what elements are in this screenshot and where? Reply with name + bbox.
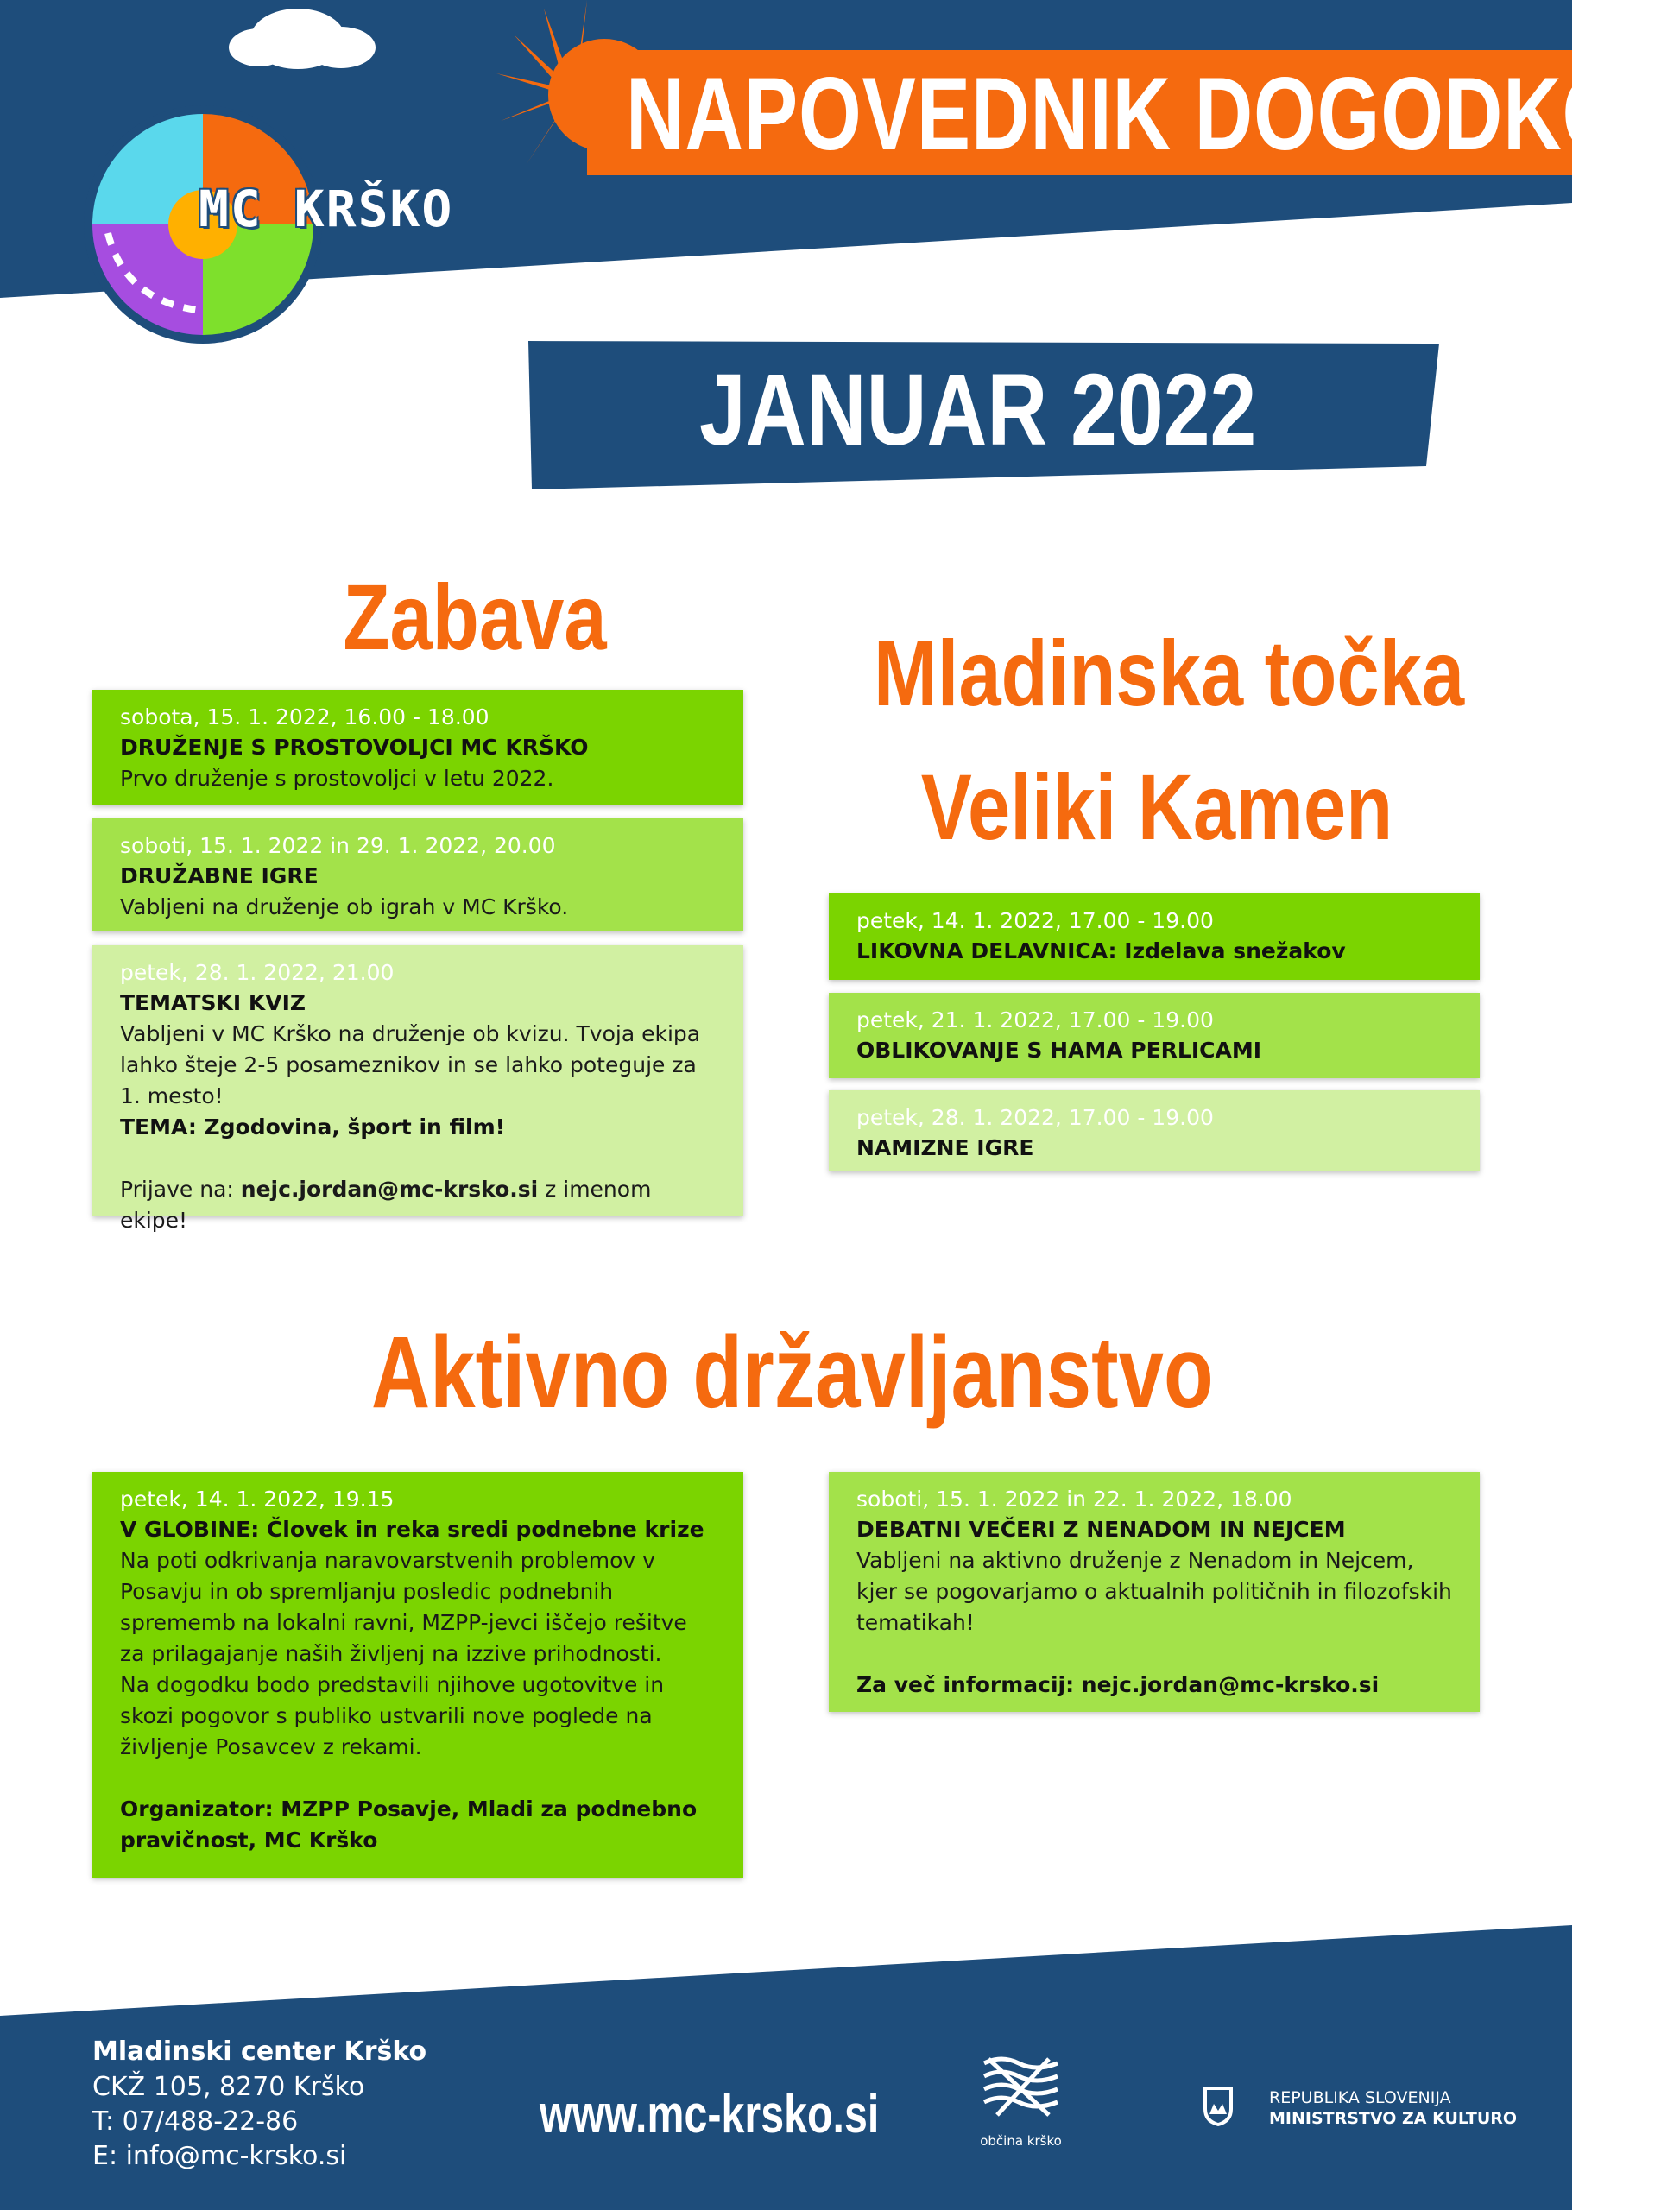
mladinska-heading-line2: Veliki Kamen [920, 755, 1393, 859]
banner-title: NAPOVEDNIK DOGODKOV [626, 56, 1680, 172]
event-date: petek, 14. 1. 2022, 19.15 [120, 1487, 395, 1512]
event-title: TEMATSKI KVIZ [120, 990, 306, 1015]
event-date: petek, 28. 1. 2022, 21.00 [120, 960, 395, 985]
event-title: DEBATNI VEČERI Z NENADOM IN NEJCEM [856, 1517, 1346, 1542]
mladinska-event-2 [829, 993, 1480, 1078]
obcina-krsko-logo-text: občina krško [980, 2133, 1062, 2149]
event-title: DRUŽENJE S PROSTOVOLJCI MC KRŠKO [120, 735, 589, 760]
logo-text: MC KRŠKO [199, 180, 454, 238]
zabava-event-2 [92, 818, 743, 931]
aktivno-heading: Aktivno državljanstvo [371, 1316, 1214, 1430]
footer-address: CKŽ 105, 8270 Krško [92, 2072, 365, 2102]
mladinska-heading-line1: Mladinska točka [874, 621, 1465, 725]
ministry-line2: MINISTRSTVO ZA KULTURO [1269, 2109, 1518, 2128]
event-theme: TEMA: Zgodovina, šport in film! [120, 1114, 506, 1140]
ministry-line1: REPUBLIKA SLOVENIJA [1269, 2088, 1451, 2107]
signup-suffix: z imenom ekipe! [120, 1177, 652, 1233]
event-title: DRUŽABNE IGRE [120, 863, 319, 888]
event-title: NAMIZNE IGRE [856, 1135, 1034, 1160]
mladinska-event-1 [829, 893, 1480, 980]
signup-prefix: Prijave na: [120, 1177, 241, 1202]
aktivno-event-1 [92, 1472, 743, 1878]
zabava-event-1 [92, 690, 743, 805]
footer-website-link[interactable]: www.mc-krsko.si [540, 2085, 880, 2144]
zabava-event-3 [92, 945, 743, 1233]
event-description: Vabljeni na druženje ob igrah v MC Krško. [120, 894, 569, 919]
event-description: Vabljeni na aktivno druženje z Nenadom in Nejcem, kjer se pogovarjamo o aktualnih političnih in filozofskih tematikah! [856, 1548, 1452, 1635]
footer-email[interactable]: E: info@mc-krsko.si [92, 2141, 347, 2171]
event-date: petek, 21. 1. 2022, 17.00 - 19.00 [856, 1007, 1214, 1032]
zabava-heading: Zabava [343, 565, 607, 669]
mladinska-event-3 [829, 1090, 1480, 1171]
event-title: LIKOVNA DELAVNICA: Izdelava snežakov [856, 938, 1346, 963]
footer-phone[interactable]: T: 07/488-22-86 [92, 2106, 299, 2137]
aktivno-event-2 [829, 1472, 1480, 1712]
event-date: soboti, 15. 1. 2022 in 22. 1. 2022, 18.00 [856, 1487, 1292, 1512]
event-title: OBLIKOVANJE S HAMA PERLICAMI [856, 1038, 1262, 1063]
event-organizer: Organizator: MZPP Posavje, Mladi za podnebno pravičnost, MC Krško [120, 1796, 698, 1853]
signup-email-link[interactable]: nejc.jordan@mc-krsko.si [240, 1177, 539, 1202]
obcina-krsko-logo-icon [980, 2055, 1062, 2124]
event-description: Prvo druženje s prostovoljci v letu 2022. [120, 766, 554, 791]
event-date: sobota, 15. 1. 2022, 16.00 - 18.00 [120, 704, 489, 729]
event-date: petek, 14. 1. 2022, 17.00 - 19.00 [856, 908, 1214, 933]
event-title: V GLOBINE: Človek in reka sredi podnebne krize [120, 1517, 704, 1542]
event-signup [120, 1174, 717, 1236]
event-more-info[interactable]: Za več informacij: nejc.jordan@mc-krsko.si [856, 1672, 1380, 1697]
event-date: soboti, 15. 1. 2022 in 29. 1. 2022, 20.00 [120, 833, 556, 858]
event-description-2: Na dogodku bodo predstavili njihove ugotovitve in skozi pogovor s publiko ustvarili nove poglede na življenje Posavcev z rekami. [120, 1672, 665, 1759]
slovenia-coat-of-arms-icon [1202, 2085, 1235, 2128]
event-description: Na poti odkrivanja naravovarstvenih problemov v Posavju in ob spremljanju posledic podnebnih sprememb na lokalni ravni, MZPP-jevci iščejo rešitve za prilagajanje naših življenj na izzive prihodnosti. [120, 1548, 687, 1666]
event-description: Vabljeni v MC Krško na druženje ob kvizu. Tvoja ekipa lahko šteje 2-5 posameznikov in se lahko poteguje za 1. mesto! [120, 1021, 701, 1108]
footer-org-name: Mladinski center Krško [92, 2036, 427, 2067]
month-title: JANUAR 2022 [699, 353, 1257, 467]
event-date: petek, 28. 1. 2022, 17.00 - 19.00 [856, 1105, 1214, 1130]
